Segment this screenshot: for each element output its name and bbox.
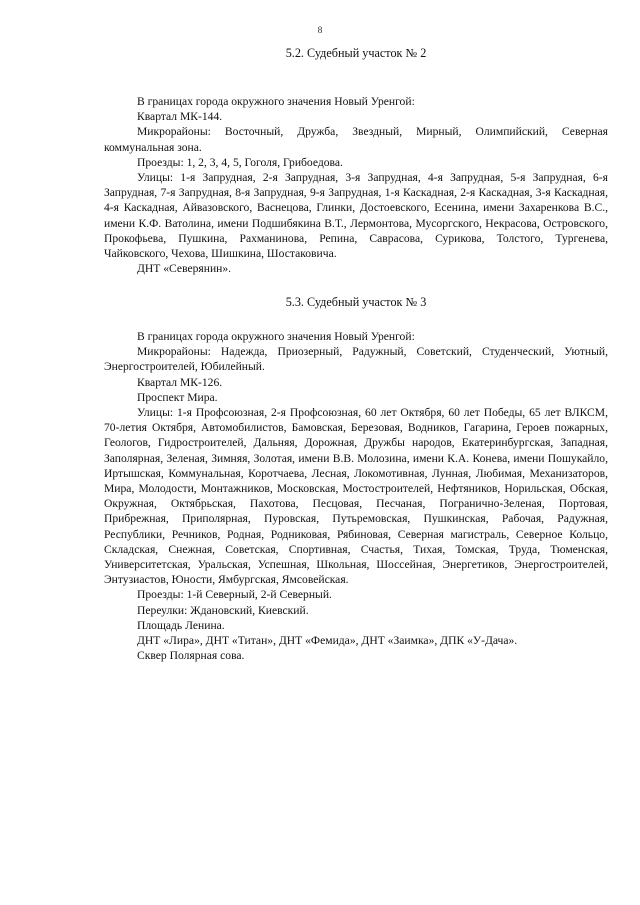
section-title: 5.2. Судебный участок № 2 xyxy=(285,46,427,60)
paragraph-lanes: Переулки: Ждановский, Киевский. xyxy=(137,603,309,617)
paragraph-dnt: ДНТ «Лира», ДНТ «Титан», ДНТ «Фемида», ДНТ «Заимка», ДПК «У-Дача». xyxy=(137,634,518,648)
paragraph-avenue: Проспект Мира. xyxy=(137,390,218,404)
page-number: 8 xyxy=(317,26,323,36)
paragraph-microdistricts: Микрорайоны: Надежда, Приозерный, Радужный, Советский, Студенческий, Уютный, Энергостроителей, Юбилейный. xyxy=(104,345,608,374)
paragraph-passages: Проезды: 1, 2, 3, 4, 5, Гоголя, Грибоедова. xyxy=(137,155,343,169)
paragraph-quarter: Квартал МК-126. xyxy=(137,375,223,389)
section-title: 5.3. Судебный участок № 3 xyxy=(285,295,427,309)
paragraph-quarter: Квартал МК-144. xyxy=(137,110,223,124)
paragraph-boundaries: В границах города окружного значения Новый Уренгой: xyxy=(137,330,415,343)
paragraph-boundaries: В границах города окружного значения Новый Уренгой: xyxy=(137,95,415,108)
paragraph-square: Площадь Ленина. xyxy=(137,618,225,632)
paragraph-park: Сквер Полярная сова. xyxy=(137,649,245,663)
paragraph-passages: Проезды: 1-й Северный, 2-й Северный. xyxy=(137,588,332,602)
paragraph-dnt: ДНТ «Северянин». xyxy=(137,262,232,276)
paragraph-microdistricts: Микрорайоны: Восточный, Дружба, Звездный, Мирный, Олимпийский, Северная коммунальная зона. xyxy=(104,125,608,154)
section-5-2 xyxy=(104,45,608,276)
paragraph-streets: Улицы: 1-я Запрудная, 2-я Запрудная, 3-я Запрудная, 4-я Запрудная, 5-я Запрудная, 6-я Запрудная, 7-я Запрудная, 8-я Запрудная, 9-я Запрудная, 1-я Каскадная, 2-я Каскадная, 3-я Каскадная, 4-я Каскадная, Айвазовского, Васнецова, Глинки, Достоевского, Есенина, имени Захаренкова В.С., имени К.Ф. Ватолина, имени Подшибякина В.Т., Лермонтова, Мусоргского, Некрасова, Островского, Прокофьева, Пушкина, Рахманинова, Репина, Саврасова, Сурикова, Толстого, Тургенева, Чайковского, Чехова, Шишкина, Шостаковича. xyxy=(104,171,608,261)
paragraph-streets: Улицы: 1-я Профсоюзная, 2-я Профсоюзная, 60 лет Октября, 60 лет Победы, 65 лет ВЛКСМ, 70-летия Октября, Автомобилистов, Бамовская, Березовая, Водников, Гагарина, Героев пожарных, Геологов, Гидростроителей, Дальняя, Дорожная, Дружбы народов, Екатеринбургская, Западная, Заполярная, Зеленая, Зимняя, Золотая, имени В.В. Молозина, имени К.А. Конева, имени Пошукайло, Иртышская, Коммунальная, Коротчаева, Лесная, Локомотивная, Лунная, Любимая, Механизаторов, Мира, Молодости, Монтажников, Московская, Мостостроителей, Нефтяников, Норильская, Обская, Окружная, Октябрьская, Пахотова, Песцовая, Песчаная, Погранично-Зеленая, Портовая, Прибрежная, Приполярная, Пуровская, Путьремовская, Пушкинская, Рабочая, Радужная, Республики, Речников, Родная, Родниковая, Рябиновая, Северная магистраль, Северное Кольцо, Складская, Снежная, Советская, Спортивная, Счастья, Тихая, Томская, Труда, Тюменская, Университетская, Уральская, Успешная, Школьная, Шоссейная, Энергетиков, Энергостроителей, Энтузиастов, Юности, Ямбургская, Ямсовейская. xyxy=(104,406,608,587)
section-5-3 xyxy=(104,294,608,663)
